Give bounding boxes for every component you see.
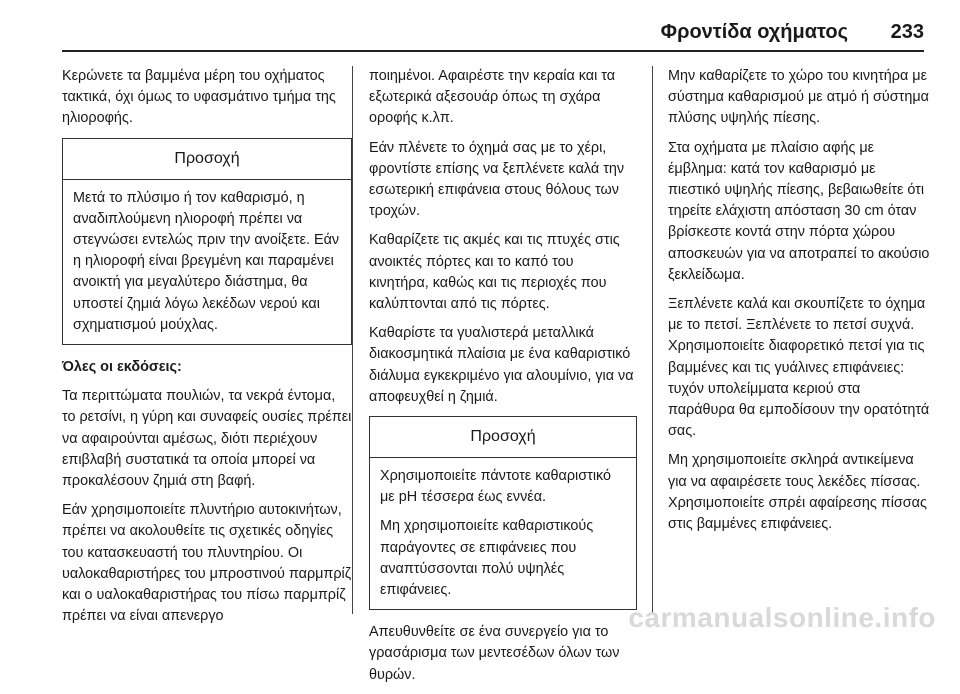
caution-text-ph: Χρησιμοποιείτε πάντοτε καθαριστικό με pH τέσσερα έως εννέα. bbox=[380, 468, 612, 506]
paragraph-intro: Κερώνετε τα βαμμένα μέρη του οχήματος τακτικά, όχι όμως το υφασμάτινο τμήμα της ηλιοροφής. bbox=[62, 68, 336, 127]
paragraph-antenna: ποιημένοι. Αφαιρέστε την κεραία και τα εξωτερικά αξεσουάρ όπως τη σχάρα οροφής κ.λπ. bbox=[369, 68, 616, 127]
page-title: Φροντίδα οχήματος bbox=[660, 21, 848, 43]
paragraph-touch-pad: Στα οχήματα με πλαίσιο αφής με έμβλημα: κατά τον καθαρισμό με πιεστικό υψηλής πίεσης, βεβαιωθείτε ότι τηρείτε ελάχιστη απόσταση 30 cm όταν βρίσκεστε κοντά στην πόρτα χώρου αποσκευών για να αποτραπεί το ακούσιο ξεκλείδωμα. bbox=[668, 139, 930, 283]
header-rule bbox=[62, 50, 924, 52]
watermark: carmanualsonline.info bbox=[628, 602, 936, 633]
column-divider-2 bbox=[652, 66, 653, 614]
caution-box-sunroof bbox=[62, 138, 352, 345]
paragraph-car-wash: Εάν χρησιμοποιείτε πλυντήριο αυτοκινήτων, πρέπει να ακολουθείτε τις σχετικές οδηγίες του κατασκευαστή του πλυντηρίου. Οι υαλοκαθαριστήρες του μπροστινού παρμπρίζ και ο υαλοκαθαριστήρας του πίσω παρμπρίζ πρέπει να είναι απενεργο bbox=[62, 502, 352, 625]
page-number: 233 bbox=[890, 21, 924, 43]
caution-body bbox=[63, 180, 351, 344]
paragraph-hinges: Απευθυνθείτε σε ένα συνεργείο για το γρασάρισμα των μεντεσέδων όλων των θυρών. bbox=[369, 624, 620, 683]
paragraph-tar: Μη χρησιμοποιείτε σκληρά αντικείμενα για να αφαιρέσετε τους λεκέδες πίσσας. Χρησιμοποιείτε σπρέι αφαίρεσης πίσσας στις βαμμένες επιφάνειες. bbox=[668, 452, 927, 533]
caution-body bbox=[370, 458, 636, 609]
subheading-all-versions: Όλες οι εκδόσεις: bbox=[62, 359, 182, 376]
caution-title: Προσοχή bbox=[63, 139, 351, 180]
page-header bbox=[0, 0, 960, 56]
paragraph-edges: Καθαρίζετε τις ακμές και τις πτυχές στις ανοικτές πόρτες και το καπό του κινητήρα, καθώς και τις περιοχές που καλύπτονται από τις πόρτες. bbox=[369, 232, 620, 313]
paragraph-hand-wash: Εάν πλένετε το όχημά σας με το χέρι, φροντίστε επίσης να ξεπλένετε καλά την εσωτερική επιφάνεια στους θόλους των τροχών. bbox=[369, 139, 625, 220]
caution-text-hot-surfaces: Μη χρησιμοποιείτε καθαριστικούς παράγοντες σε επιφάνειες που αναπτύσσονται πολύ υψηλές επιφάνειες. bbox=[380, 518, 594, 599]
column-right bbox=[668, 66, 930, 543]
column-middle bbox=[369, 66, 637, 694]
paragraph-rinse: Ξεπλένετε καλά και σκουπίζετε το όχημα με το πετσί. Ξεπλένετε το πετσί συχνά. Χρησιμοποιείτε διαφορετικό πετσί για τις βαμμένες και τις γυάλινες επιφάνειες: τυχόν υπολείμματα κεριού στα παράθυρα θα εμποδίσουν την ορατότητά σας. bbox=[668, 296, 930, 440]
caution-text: Μετά το πλύσιμο ή τον καθαρισμό, η αναδιπλούμενη ηλιοροφή πρέπει να στεγνώσει εντελώς πριν την ανοίξετε. Εάν η ηλιοροφή είναι βρεγμένη και παραμένει ανοικτή για μεγαλύτερο διάστημα, θα υποστεί ζημιά λόγω λεκέδων νερού και σχηματισμού μούχλας. bbox=[73, 189, 340, 333]
caution-box-cleaner bbox=[369, 416, 637, 610]
paragraph-bird-droppings: Τα περιττώματα πουλιών, τα νεκρά έντομα, το ρετσίνι, η γύρη και συναφείς ουσίες πρέπει να αφαιρούνται αμέσως, διότι περιέχουν επιβλαβή συστατικά τα οποία μπορεί να προκαλέσουν ζημιά στη βαφή. bbox=[62, 388, 352, 490]
paragraph-trim: Καθαρίστε τα γυαλιστερά μεταλλικά διακοσμητικά πλαίσια με ένα καθαριστικό διάλυμα εγκεκριμένο για αλουμίνιο, για να αποφευχθεί η ζημιά. bbox=[369, 325, 634, 405]
caution-title: Προσοχή bbox=[370, 417, 636, 458]
paragraph-engine-bay: Μην καθαρίζετε το χώρο του κινητήρα με σύστημα καθαρισμού με ατμό ή σύστημα πλύσης υψηλής πίεσης. bbox=[668, 68, 929, 127]
column-divider-1 bbox=[352, 66, 353, 614]
column-left bbox=[62, 66, 352, 635]
